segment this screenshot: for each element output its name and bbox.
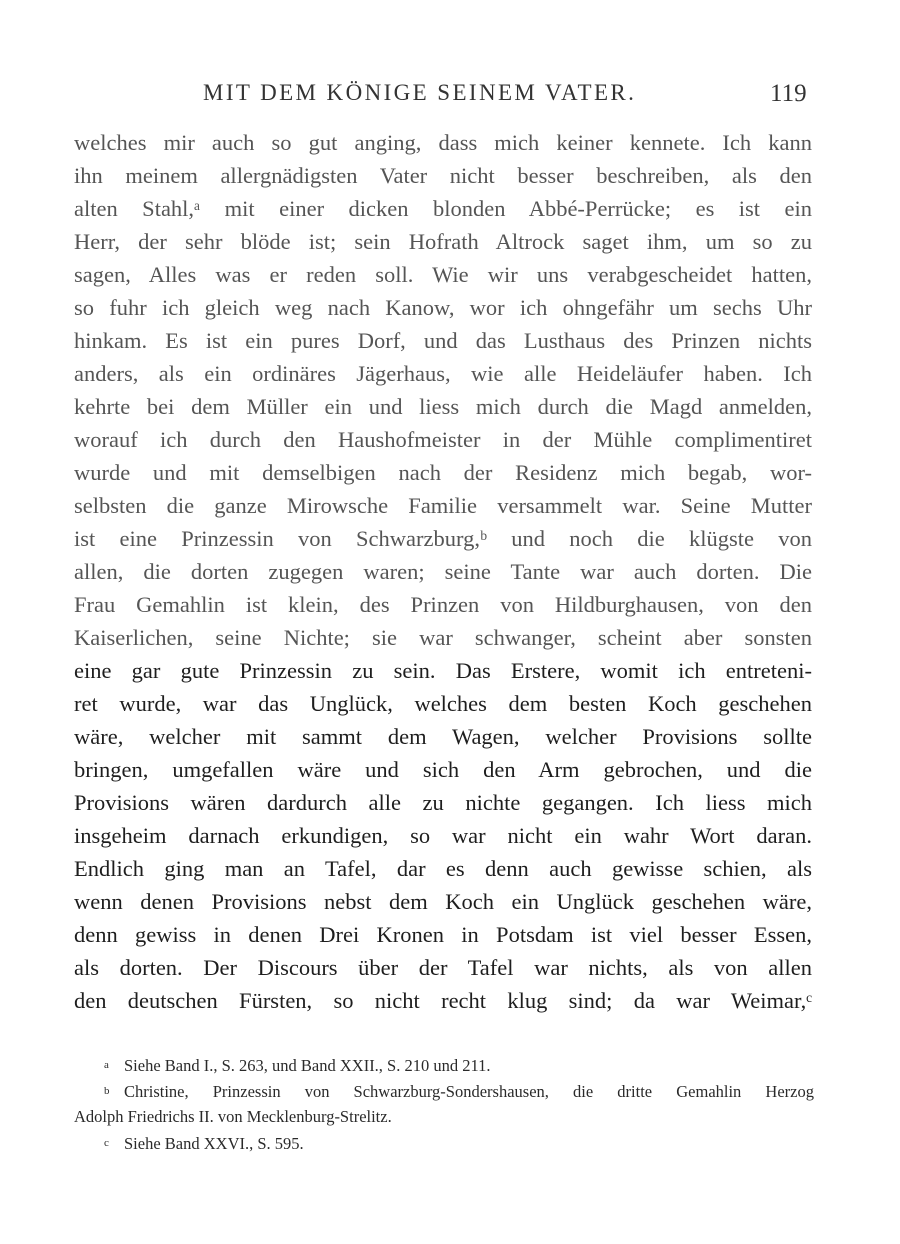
- text-line: als dorten. Der Discours über der Tafel war nichts, als von allen: [74, 955, 812, 980]
- footnote-marker: c: [104, 1137, 109, 1149]
- text-line: anders, als ein ordinäres Jägerhaus, wie alle Heideläufer haben. Ich: [74, 361, 812, 386]
- text-line: ret wurde, war das Unglück, welches dem besten Koch geschehen: [74, 691, 812, 716]
- text-line: bringen, umgefallen wäre und sich den Arm gebrochen, und die: [74, 757, 812, 782]
- footnote-marker: b: [104, 1085, 110, 1097]
- text-line: ihn meinem allergnädigsten Vater nicht besser beschreiben, als den: [74, 163, 812, 188]
- page-number: 119: [770, 80, 807, 107]
- text-line: alten Stahl,ᵃ mit einer dicken blonden Abbé-Perrücke; es ist ein: [74, 196, 812, 221]
- text-line: Herr, der sehr blöde ist; sein Hofrath Altrock saget ihm, um so zu: [74, 229, 812, 254]
- text-line: eine gar gute Prinzessin zu sein. Das Erstere, womit ich entreteni-: [74, 658, 812, 683]
- footnote-marker: a: [104, 1059, 109, 1071]
- footnotes: [74, 1052, 814, 1156]
- footnote-text: Christine, Prinzessin von Schwarzburg-Sondershausen, die dritte Gemahlin Herzog: [124, 1082, 814, 1101]
- text-line: insgeheim darnach erkundigen, so war nicht ein wahr Wort daran.: [74, 823, 812, 848]
- footnote-text: Siehe Band XXVI., S. 595.: [124, 1134, 304, 1153]
- text-line: den deutschen Fürsten, so nicht recht klug sind; da war Weimar,ᶜ: [74, 988, 812, 1013]
- text-line: welches mir auch so gut anging, dass mich keiner kennete. Ich kann: [74, 130, 812, 155]
- text-line: so fuhr ich gleich weg nach Kanow, wor ich ohngefähr um sechs Uhr: [74, 295, 812, 320]
- footnote-b-continuation: Adolph Friedrichs II. von Mecklenburg-Strelitz.: [74, 1107, 392, 1126]
- running-head: [0, 80, 900, 112]
- footnote-text: Siehe Band I., S. 263, und Band XXII., S. 210 und 211.: [124, 1056, 491, 1075]
- text-line: Frau Gemahlin ist klein, des Prinzen von Hildburghausen, von den: [74, 592, 812, 617]
- text-line: denn gewiss in denen Drei Kronen in Potsdam ist viel besser Essen,: [74, 922, 812, 947]
- footnote-c: [74, 1130, 814, 1156]
- footnote-b: [74, 1078, 814, 1104]
- text-line: kehrte bei dem Müller ein und liess mich durch die Magd anmelden,: [74, 394, 812, 419]
- footnote-a: [74, 1052, 814, 1078]
- text-line: ist eine Prinzessin von Schwarzburg,ᵇ und noch die klügste von: [74, 526, 812, 551]
- body-text: [74, 126, 812, 1017]
- text-line: Kaiserlichen, seine Nichte; sie war schwanger, scheint aber sonsten: [74, 625, 812, 650]
- text-line: allen, die dorten zugegen waren; seine Tante war auch dorten. Die: [74, 559, 812, 584]
- text-line: Endlich ging man an Tafel, dar es denn auch gewisse schien, als: [74, 856, 812, 881]
- text-line: wurde und mit demselbigen nach der Residenz mich begab, wor-: [74, 460, 812, 485]
- running-title: MIT DEM KÖNIGE SEINEM VATER.: [203, 80, 637, 105]
- text-line: Provisions wären dardurch alle zu nichte gegangen. Ich liess mich: [74, 790, 812, 815]
- text-line: worauf ich durch den Haushofmeister in der Mühle complimentiret: [74, 427, 812, 452]
- text-line: hinkam. Es ist ein pures Dorf, und das Lusthaus des Prinzen nichts: [74, 328, 812, 353]
- text-line: selbsten die ganze Mirowsche Familie versammelt war. Seine Mutter: [74, 493, 812, 518]
- text-line: wäre, welcher mit sammt dem Wagen, welcher Provisions sollte: [74, 724, 812, 749]
- text-line: sagen, Alles was er reden soll. Wie wir uns verabgescheidet hatten,: [74, 262, 812, 287]
- text-line: wenn denen Provisions nebst dem Koch ein Unglück geschehen wäre,: [74, 889, 812, 914]
